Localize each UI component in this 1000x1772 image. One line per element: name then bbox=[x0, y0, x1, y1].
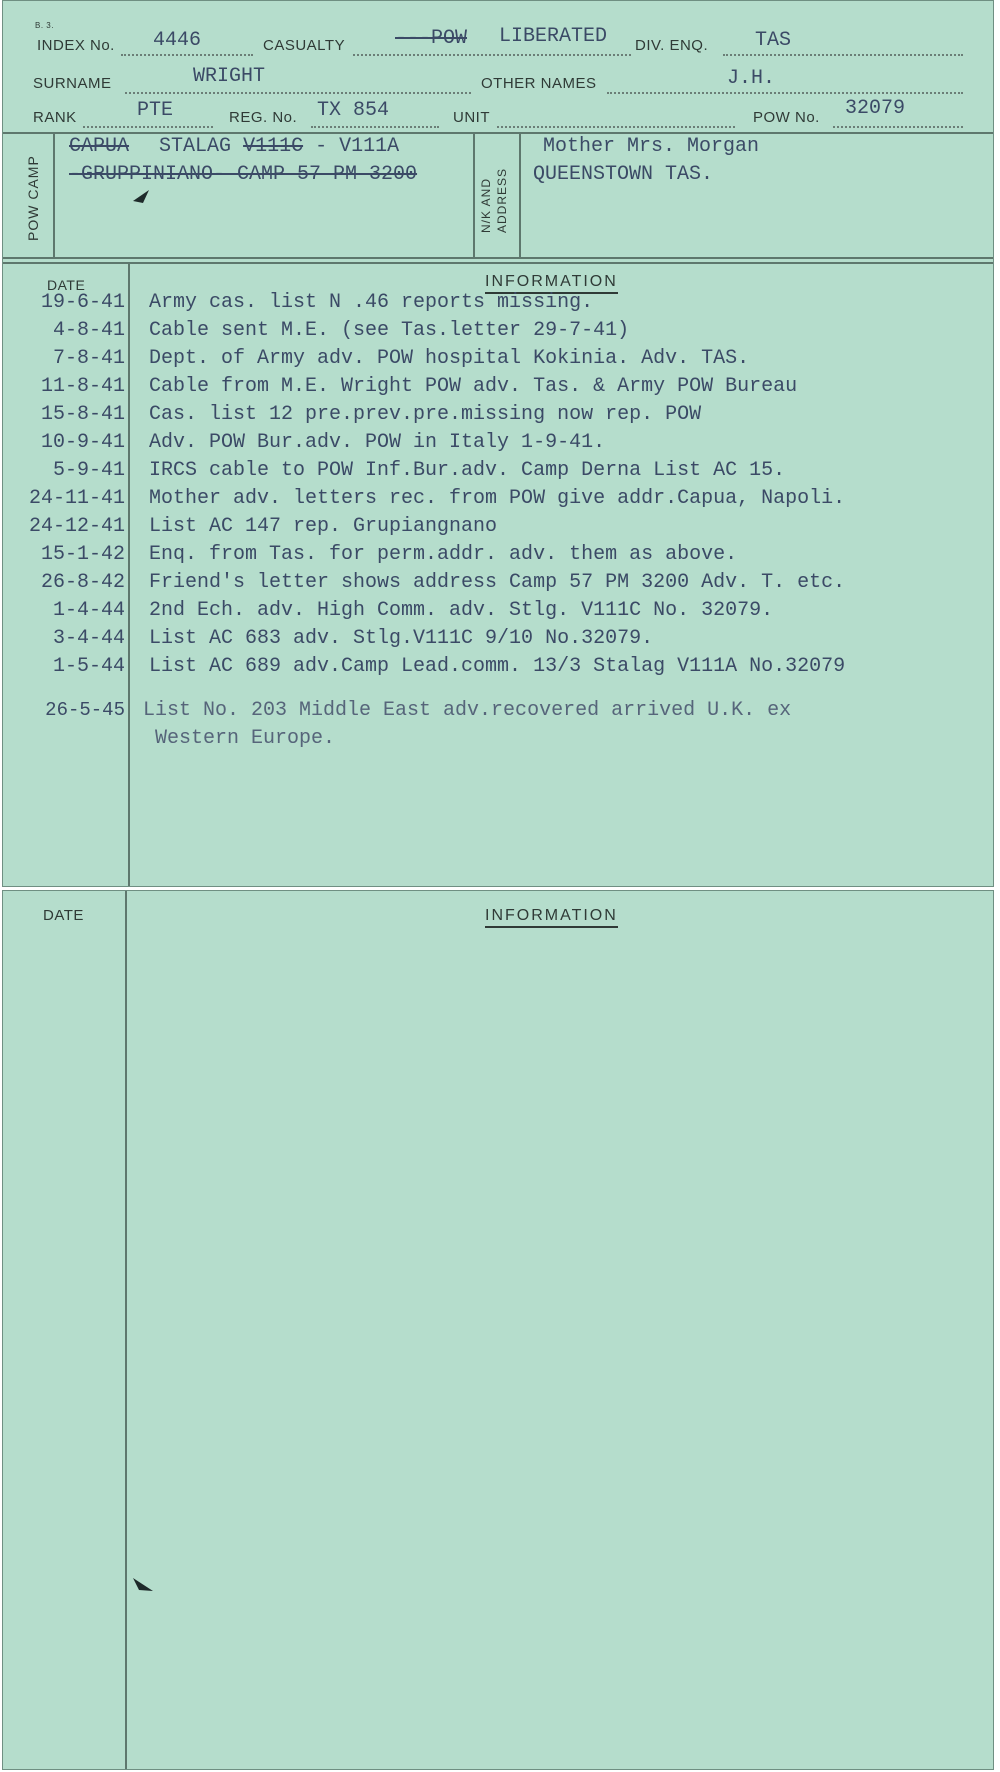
rank-value: PTE bbox=[137, 99, 174, 122]
reg-no-dotted-line bbox=[311, 126, 439, 128]
surname-dotted-line bbox=[125, 92, 471, 94]
index-value: 4446 bbox=[153, 29, 202, 52]
log-date: 24-12-41 bbox=[28, 515, 125, 538]
information-column-header: INFORMATION bbox=[485, 273, 618, 294]
address-line-1: Mother Mrs. Morgan bbox=[543, 135, 760, 158]
log-info: Friend's letter shows address Camp 57 PM 3200 Adv. T. etc. bbox=[149, 571, 846, 594]
index-dotted-line bbox=[121, 54, 253, 56]
log-info: 2nd Ech. adv. High Comm. adv. Stlg. V111C No. 32079. bbox=[149, 599, 774, 622]
log-info: List AC 683 adv. Stlg.V111C 9/10 No.32079. bbox=[149, 627, 654, 650]
log-info: List AC 147 rep. Grupiangnano bbox=[149, 515, 498, 538]
address-label: ADDRESS bbox=[495, 167, 509, 233]
log-date: 10-9-41 bbox=[40, 431, 125, 454]
pow-no-label: POW No. bbox=[753, 109, 820, 126]
log-date: 26-5-45 bbox=[45, 699, 125, 721]
div-enq-dotted-line bbox=[723, 54, 963, 56]
log-info: List No. 203 Middle East adv.recovered arrived U.K. ex bbox=[143, 699, 792, 722]
camp-side-divider bbox=[53, 132, 55, 258]
log-info: Dept. of Army adv. POW hospital Kokinia. Adv. TAS. bbox=[149, 347, 750, 370]
log-date: 11-8-41 bbox=[40, 375, 125, 398]
log-row bbox=[3, 543, 993, 571]
log-info: Adv. POW Bur.adv. POW in Italy 1-9-41. bbox=[149, 431, 606, 454]
rank-dotted-line bbox=[83, 126, 213, 128]
log-info: IRCS cable to POW Inf.Bur.adv. Camp Derna List AC 15. bbox=[149, 459, 786, 482]
div-enq-value: TAS bbox=[755, 29, 792, 52]
log-date: 7-8-41 bbox=[52, 347, 125, 370]
log-row bbox=[3, 699, 993, 727]
camp-current: - V111A bbox=[315, 135, 400, 158]
log-row bbox=[3, 515, 993, 543]
log-row bbox=[3, 487, 993, 515]
camp-line-1 bbox=[69, 135, 399, 158]
log-date: 3-4-44 bbox=[52, 627, 125, 650]
log-info: Western Europe. bbox=[155, 727, 336, 750]
log-row bbox=[3, 347, 993, 375]
log-row bbox=[3, 291, 993, 319]
log-date: 1-4-44 bbox=[52, 599, 125, 622]
back-ink-mark-icon bbox=[131, 1575, 157, 1595]
log-row bbox=[3, 727, 993, 755]
pow-camp-side-label: POW CAMP bbox=[25, 155, 41, 241]
div-enq-label: DIV. ENQ. bbox=[635, 37, 709, 54]
log-date: 26-8-42 bbox=[40, 571, 125, 594]
date-column-header: DATE bbox=[47, 277, 86, 293]
address-left-divider bbox=[473, 132, 475, 258]
other-names-dotted-line bbox=[607, 92, 963, 94]
camp-stalag: STALAG bbox=[159, 135, 232, 158]
log-row bbox=[3, 655, 993, 683]
log-row bbox=[3, 459, 993, 487]
log-info: Cas. list 12 pre.prev.pre.missing now rep. POW bbox=[149, 403, 702, 426]
unit-dotted-line bbox=[497, 126, 735, 128]
log-info: Cable from M.E. Wright POW adv. Tas. & Army POW Bureau bbox=[149, 375, 798, 398]
nk-and-label: N/K AND bbox=[479, 177, 493, 233]
log-date: 5-9-41 bbox=[52, 459, 125, 482]
other-names-value: J.H. bbox=[727, 67, 776, 90]
casualty-value: LIBERATED bbox=[499, 25, 608, 48]
section-divider-top bbox=[3, 257, 994, 259]
index-card-back bbox=[2, 890, 994, 1770]
log-date: 15-8-41 bbox=[40, 403, 125, 426]
log-row bbox=[3, 431, 993, 459]
index-card-front bbox=[2, 0, 994, 887]
address-right-divider bbox=[519, 132, 521, 258]
pow-no-value: 32079 bbox=[845, 97, 906, 120]
log-date: 4-8-41 bbox=[52, 319, 125, 342]
log-info: Mother adv. letters rec. from POW give addr.Capua, Napoli. bbox=[149, 487, 846, 510]
back-date-header: DATE bbox=[43, 907, 84, 924]
unit-label: UNIT bbox=[453, 109, 490, 126]
casualty-label: CASUALTY bbox=[263, 37, 346, 54]
log-row bbox=[3, 319, 993, 347]
log-info: List AC 689 adv.Camp Lead.comm. 13/3 Stalag V111A No.32079 bbox=[149, 655, 846, 678]
log-date: 15-1-42 bbox=[40, 543, 125, 566]
surname-value: WRIGHT bbox=[193, 65, 266, 88]
log-row bbox=[3, 627, 993, 655]
camp-line-2-struck: -GRUPPINIANO- CAMP 57 PM 3200 bbox=[69, 163, 418, 186]
back-date-column-divider bbox=[125, 891, 127, 1770]
reg-no-value: TX 854 bbox=[317, 99, 390, 122]
log-info: Army cas. list N .46 reports missing. bbox=[149, 291, 594, 314]
rank-label: RANK bbox=[33, 109, 77, 126]
pow-no-dotted-line bbox=[833, 126, 963, 128]
camp-struck-capua: CAPUA bbox=[69, 135, 130, 158]
camp-struck-v111c: V111C bbox=[243, 135, 304, 158]
log-row bbox=[3, 403, 993, 431]
index-label: INDEX No. bbox=[37, 37, 115, 54]
form-code: B. 3. bbox=[35, 21, 54, 30]
log-info: Cable sent M.E. (see Tas.letter 29-7-41) bbox=[149, 319, 630, 342]
ink-mark-icon bbox=[131, 187, 153, 205]
log-date: 1-5-44 bbox=[52, 655, 125, 678]
log-row bbox=[3, 571, 993, 599]
other-names-label: OTHER NAMES bbox=[481, 75, 597, 92]
casualty-dotted-line bbox=[353, 54, 631, 56]
header-divider bbox=[3, 132, 994, 134]
log-row bbox=[3, 599, 993, 627]
log-row bbox=[3, 375, 993, 403]
log-info: Enq. from Tas. for perm.addr. adv. them as above. bbox=[149, 543, 738, 566]
surname-label: SURNAME bbox=[33, 75, 112, 92]
back-information-header: INFORMATION bbox=[485, 907, 618, 928]
casualty-struck-value: ---POW bbox=[395, 27, 468, 50]
log-date: 19-6-41 bbox=[40, 291, 125, 314]
log-date: 24-11-41 bbox=[28, 487, 125, 510]
reg-no-label: REG. No. bbox=[229, 109, 298, 126]
section-divider-bottom bbox=[3, 262, 994, 264]
address-line-2: QUEENSTOWN TAS. bbox=[533, 163, 714, 186]
